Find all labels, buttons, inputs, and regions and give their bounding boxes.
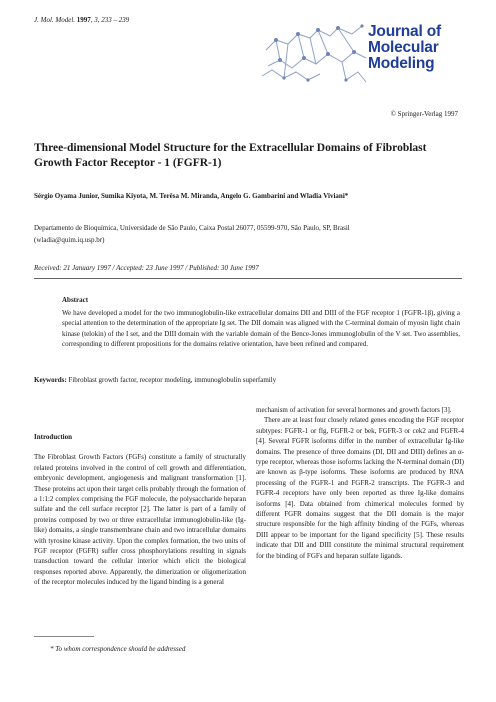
introduction-heading: Introduction (34, 433, 72, 441)
column-left (34, 432, 246, 588)
copyright-notice: © Springer-Verlag 1997 (390, 110, 458, 118)
introduction-paragraph-1: The Fibroblast Growth Factors (FGFs) constitute a family of structurally related proteins involved in the control of cell growth and differentiation, embryonic development, angiogenesis and malignant transformation [1]. These proteins act upon their target cells probably through the formation of a 1:1:2 complex comprising the FGF molecule, the polysaccharide heparan sulfate and the cell surface receptor [2]. The latter is part of a family of proteins composed by two or three extracellular immunoglobulin-like (Ig-like) domains, a single transmembrane chain and two intracellular domains with tyrosine kinase activity. Upon the complex formation, the two units of FGF receptor (FGFR) suffer cross phosphorylations resulting in signals transduction toward the cellular interior which elicit the biological responses reported above. Apparently, the dimerization or oligomerization of the receptor molecules induced by the ligand binding is a general (34, 453, 246, 587)
abstract-text: We have developed a model for the two immunoglobulin-like extracellular domains DII and DIII of the FGF receptor 1 (FGFR-1β), giving a special attention to the determination of the appropriate Ig set. The DII domain was aligned with the C-terminal domain of myosin light chain kinase (telokin) of the I set, and the DIII domain with the variable domain of the Bence-Jones immunoglobulin of the V set. Two assemblies, corresponding to different propositions for the domains relative orientation, have been refined and compared. (62, 309, 460, 349)
journal-citation (34, 16, 129, 24)
logo-wordmark (368, 24, 441, 72)
journal-year: 1997 (76, 16, 91, 24)
journal-logo (258, 10, 468, 96)
article-title: Three-dimensional Model Structure for the Extracellular Domains of Fibroblast Growth Factor Receptor - 1 (FGFR-1) (34, 142, 427, 169)
logo-line-3: Modeling (368, 55, 435, 72)
column-right (256, 405, 464, 561)
volume-pages: , 3, 233 – 239 (90, 16, 130, 24)
affiliation-email: (wladia@quim.iq.usp.br) (34, 236, 105, 244)
footnote-rule (34, 636, 94, 637)
correspondence-footnote: * To whom correspondence should be addressed (50, 645, 186, 653)
abstract-heading: Abstract (62, 296, 89, 304)
introduction-paragraph-1-continued: mechanism of activation for several hormones and growth factors [3]. (256, 406, 452, 414)
introduction-paragraph-2: There are at least four closely related genes encoding the FGF receptor subtypes: FGFR-1 or flg, FGFR-2 or bek, FGFR-3 or cek2 and FGFR-4 [4]. Several FGFR isoforms differ in the number of extracellular Ig-like domains. The presence of three domains (DI, DII and DIII) defines an α-type receptor, whereas those isoforms lacking the N-terminal domain (DI) are known as β-type isoforms. These isoforms are produced by RNA processing of the FGFR-1 and FGFR-2 transcripts. The FGFR-3 and FGFR-4 receptors have only been reported as three Ig-like domains isoforms [4]. Data obtained from chimerical molecules formed by different FGFR domains suggest that the DII domain is the major structure responsible for the high affinity binding of the FGFs, whereas DIII appear to be important for the ligand specificity [5]. These results indicate that DII and DIII constitute the minimal structural requirement for the binding of FGFs and heparan sulfate ligands. (256, 416, 464, 560)
publication-dates: Received: 21 January 1997 / Accepted: 23 June 1997 / Published: 30 June 1997 (34, 264, 259, 272)
keywords-line (34, 376, 464, 384)
affiliation (34, 222, 464, 246)
affiliation-address: Departamento de Bioquímica, Universidade de São Paulo, Caixa Postal 26077, 05599-970, São Paulo, SP, Brasil (34, 224, 350, 232)
keywords-label: Keywords: (34, 376, 67, 384)
journal-abbrev: J. Mol. Model. (34, 16, 76, 24)
keywords-text: Fibroblast growth factor, receptor modeling, immunoglobulin superfamily (66, 376, 277, 384)
author-list: Sérgio Oyama Junior, Sumika Kiyota, M. Terêsa M. Miranda, Angelo G. Gambarini and Wladia Viviani* (34, 192, 349, 200)
logo-line-1: Journal of (368, 23, 441, 40)
header-divider (34, 278, 462, 279)
logo-line-2: Molecular (368, 39, 439, 56)
